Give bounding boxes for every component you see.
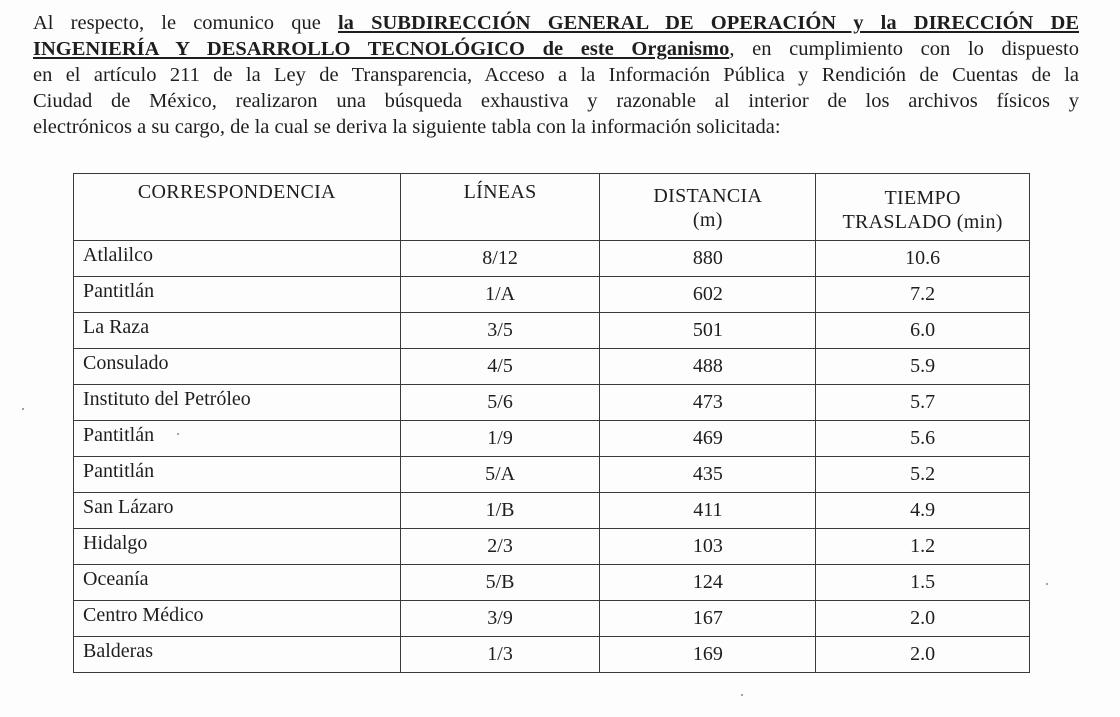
table-row <box>74 601 1030 637</box>
cell-distancia: 473 <box>600 385 816 421</box>
table-row <box>74 241 1030 277</box>
cell-tiempo: 2.0 <box>816 637 1030 673</box>
cell-lineas: 3/9 <box>400 601 600 637</box>
cell-tiempo: 5.2 <box>816 457 1030 493</box>
cell-distancia: 167 <box>600 601 816 637</box>
header-label: LÍNEAS <box>463 181 537 203</box>
intro-emphasis: INGENIERÍA Y DESARROLLO TECNOLÓGICO de este Organismo <box>33 38 730 60</box>
cell-lineas: 5/B <box>400 565 600 601</box>
cell-correspondencia: Hidalgo <box>74 529 401 565</box>
table-row <box>74 421 1030 457</box>
cell-lineas: 3/5 <box>400 313 600 349</box>
cell-lineas: 2/3 <box>400 529 600 565</box>
intro-text: , en cumplimiento con lo dispuesto <box>729 38 1079 60</box>
cell-lineas: 5/A <box>400 457 600 493</box>
intro-emphasis: la SUBDIRECCIÓN GENERAL DE OPERACIÓN y la DIRECCIÓN DE <box>337 12 1080 34</box>
cell-lineas: 1/B <box>400 493 600 529</box>
cell-tiempo: 2.0 <box>816 601 1030 637</box>
header-distancia <box>600 174 816 241</box>
cell-tiempo: 7.2 <box>816 277 1030 313</box>
cell-tiempo: 6.0 <box>816 313 1030 349</box>
intro-line-2 <box>33 36 1079 62</box>
intro-text: Al respecto, le comunico que <box>33 12 338 34</box>
table-header-row <box>74 174 1030 241</box>
cell-correspondencia: Pantitlán <box>74 421 401 457</box>
header-tiempo <box>816 174 1030 241</box>
cell-lineas: 1/9 <box>400 421 600 457</box>
cell-distancia: 169 <box>600 637 816 673</box>
header-lineas <box>400 174 600 241</box>
table-row <box>74 493 1030 529</box>
table-row <box>74 565 1030 601</box>
table-row <box>74 637 1030 673</box>
cell-lineas: 1/A <box>400 277 600 313</box>
cell-distancia: 469 <box>600 421 816 457</box>
cell-tiempo: 5.7 <box>816 385 1030 421</box>
cell-tiempo: 5.6 <box>816 421 1030 457</box>
cell-distancia: 411 <box>600 493 816 529</box>
cell-lineas: 1/3 <box>400 637 600 673</box>
scan-speck <box>22 408 24 410</box>
scan-speck <box>1046 583 1048 585</box>
cell-lineas: 5/6 <box>400 385 600 421</box>
header-label: DISTANCIA <box>653 185 763 207</box>
cell-distancia: 880 <box>600 241 816 277</box>
header-label: TIEMPO <box>884 187 961 209</box>
cell-correspondencia: Pantitlán <box>74 457 401 493</box>
cell-correspondencia: La Raza <box>74 313 401 349</box>
table-row <box>74 529 1030 565</box>
intro-line-1 <box>33 10 1079 36</box>
cell-distancia: 124 <box>600 565 816 601</box>
cell-correspondencia: Centro Médico <box>74 601 401 637</box>
cell-distancia: 103 <box>600 529 816 565</box>
cell-tiempo: 1.2 <box>816 529 1030 565</box>
header-correspondencia <box>74 174 401 241</box>
table-row <box>74 385 1030 421</box>
cell-correspondencia: Atlalilco <box>74 241 401 277</box>
cell-correspondencia: Consulado <box>74 349 401 385</box>
cell-tiempo: 1.5 <box>816 565 1030 601</box>
intro-line-3: en el artículo 211 de la Ley de Transparencia, Acceso a la Información Pública y Rendición de Cuentas de la <box>33 64 1079 86</box>
intro-line-4: Ciudad de México, realizaron una búsqueda exhaustiva y razonable al interior de los archivos físicos y <box>33 90 1079 112</box>
intro-paragraph <box>33 10 1079 140</box>
table-row <box>74 457 1030 493</box>
cell-distancia: 501 <box>600 313 816 349</box>
intro-line-5: electrónicos a su cargo, de la cual se deriva la siguiente tabla con la información solicitada: <box>33 116 781 138</box>
cell-correspondencia: Instituto del Petróleo <box>74 385 401 421</box>
cell-tiempo: 10.6 <box>816 241 1030 277</box>
cell-correspondencia: Pantitlán <box>74 277 401 313</box>
table-row <box>74 277 1030 313</box>
cell-distancia: 488 <box>600 349 816 385</box>
cell-correspondencia: Oceanía <box>74 565 401 601</box>
cell-tiempo: 4.9 <box>816 493 1030 529</box>
header-label: CORRESPONDENCIA <box>137 181 336 203</box>
cell-correspondencia: San Lázaro <box>74 493 401 529</box>
scan-speck <box>177 433 179 435</box>
scan-speck <box>741 694 743 696</box>
transfer-table <box>73 173 1030 673</box>
header-unit: (m) <box>692 209 723 231</box>
table-row <box>74 313 1030 349</box>
header-unit: TRASLADO (min) <box>842 211 1003 233</box>
cell-correspondencia: Balderas <box>74 637 401 673</box>
cell-lineas: 8/12 <box>400 241 600 277</box>
cell-distancia: 602 <box>600 277 816 313</box>
cell-distancia: 435 <box>600 457 816 493</box>
table-row <box>74 349 1030 385</box>
cell-lineas: 4/5 <box>400 349 600 385</box>
cell-tiempo: 5.9 <box>816 349 1030 385</box>
